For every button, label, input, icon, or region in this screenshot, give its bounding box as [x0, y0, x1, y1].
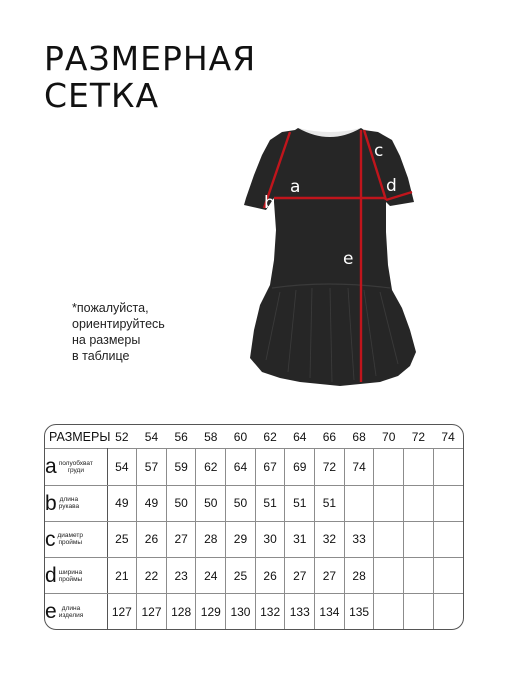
- value-cell: [433, 521, 463, 557]
- note-line-4: в таблице: [72, 349, 130, 363]
- value-cell: 22: [137, 557, 167, 593]
- size-cell: 60: [233, 429, 248, 444]
- value-cell: 21: [107, 557, 137, 593]
- value-cell: 32: [315, 521, 345, 557]
- value-cell: [404, 521, 434, 557]
- size-cell: 68: [352, 429, 366, 444]
- value-cell: [404, 557, 434, 593]
- value-cell: 132: [255, 594, 285, 629]
- value-cell: 29: [226, 521, 256, 557]
- value-cell: 50: [166, 485, 196, 521]
- measurement-row-e: [45, 594, 463, 629]
- row-desc-line-1: диаметр: [57, 532, 83, 540]
- label-c: c: [374, 141, 384, 161]
- value-cell: 24: [196, 557, 226, 593]
- value-cell: 54: [107, 449, 137, 485]
- page-title: [44, 40, 256, 114]
- value-cell: 135: [344, 594, 374, 629]
- row-description: [58, 532, 84, 546]
- row-description: [59, 496, 79, 510]
- size-grid: [45, 425, 463, 629]
- size-cell: 62: [263, 429, 277, 444]
- label-a: a: [290, 177, 301, 197]
- measurement-row-a: [45, 449, 463, 485]
- value-cell: [433, 449, 463, 485]
- size-cell: 54: [144, 429, 159, 444]
- value-cell: 25: [226, 557, 256, 593]
- value-cell: 33: [344, 521, 374, 557]
- size-cell: 72: [411, 429, 426, 444]
- value-cell: [374, 594, 404, 629]
- value-cell: 26: [137, 521, 167, 557]
- row-label-inner: [45, 529, 107, 550]
- value-cell: 57: [137, 449, 167, 485]
- dress-diagram: [240, 120, 430, 390]
- row-desc-line-2: проймы: [58, 539, 83, 547]
- dress-silhouette: [244, 128, 416, 386]
- row-label: [45, 521, 107, 557]
- row-desc-line-2: рукава: [58, 503, 80, 511]
- value-cell: 59: [166, 449, 196, 485]
- value-cell: [374, 521, 404, 557]
- measurement-row-c: [45, 521, 463, 557]
- value-cell: 133: [285, 594, 315, 629]
- value-cell: 62: [196, 449, 226, 485]
- row-letter: b: [45, 491, 57, 515]
- row-label: [45, 485, 107, 521]
- value-cell: 127: [137, 594, 167, 629]
- value-cell: [404, 594, 434, 629]
- value-cell: 130: [226, 594, 256, 629]
- measurement-row-d: [45, 557, 463, 593]
- value-cell: 31: [285, 521, 315, 557]
- sizes-header-label: РАЗМЕРЫ: [49, 429, 111, 444]
- value-cell: 72: [315, 449, 345, 485]
- value-cell: 30: [255, 521, 285, 557]
- value-cell: 28: [344, 557, 374, 593]
- size-cell: 56: [174, 429, 188, 444]
- row-label-inner: [45, 601, 107, 622]
- value-cell: [344, 485, 374, 521]
- value-cell: [433, 557, 463, 593]
- row-label-inner: [45, 493, 107, 514]
- value-cell: 64: [226, 449, 256, 485]
- value-cell: [404, 485, 434, 521]
- row-label: [45, 594, 107, 629]
- value-cell: 49: [107, 485, 137, 521]
- row-label: [45, 557, 107, 593]
- row-desc-line-2: проймы: [58, 575, 83, 583]
- value-cell: [374, 557, 404, 593]
- value-cell: 51: [315, 485, 345, 521]
- value-cell: [433, 485, 463, 521]
- value-cell: 50: [226, 485, 256, 521]
- title-line-2: СЕТКА: [44, 76, 160, 115]
- size-cell: 64: [293, 429, 307, 444]
- value-cell: 51: [255, 485, 285, 521]
- row-desc-line-1: длина: [61, 604, 81, 612]
- row-desc-line-1: ширина: [58, 568, 83, 576]
- value-cell: [433, 594, 463, 629]
- value-cell: 26: [255, 557, 285, 593]
- value-cell: 49: [137, 485, 167, 521]
- row-letter: c: [45, 527, 56, 551]
- size-cell: 52: [115, 429, 129, 444]
- note-line-2: ориентируйтесь: [72, 317, 165, 331]
- label-e: e: [343, 249, 354, 269]
- row-label-inner: [45, 565, 107, 586]
- value-cell: [374, 449, 404, 485]
- value-cell: 50: [196, 485, 226, 521]
- row-desc-line-2: груди: [67, 466, 84, 474]
- size-header-row: [45, 425, 463, 449]
- value-cell: [404, 449, 434, 485]
- value-cell: 25: [107, 521, 137, 557]
- row-label-inner: [45, 456, 107, 477]
- note-line-1: *пожалуйста,: [72, 301, 149, 315]
- size-cell: 70: [382, 429, 396, 444]
- size-cell: 58: [204, 429, 218, 444]
- measurement-row-b: [45, 485, 463, 521]
- row-description: [59, 460, 93, 474]
- value-cell: 28: [196, 521, 226, 557]
- value-cell: 128: [166, 594, 196, 629]
- value-cell: 27: [315, 557, 345, 593]
- value-cell: 51: [285, 485, 315, 521]
- label-b: b: [264, 193, 275, 213]
- label-d: d: [386, 176, 397, 196]
- size-cell: 66: [322, 429, 337, 444]
- row-label: [45, 449, 107, 485]
- row-letter: d: [45, 564, 57, 587]
- size-table: [44, 424, 464, 630]
- row-description: [59, 569, 83, 583]
- value-cell: 134: [315, 594, 345, 629]
- row-desc-line-1: полуобхват: [58, 459, 93, 467]
- size-cell: 74: [441, 429, 455, 444]
- value-cell: 69: [285, 449, 315, 485]
- value-cell: 23: [166, 557, 196, 593]
- value-cell: 129: [196, 594, 226, 629]
- title-line-1: РАЗМЕРНАЯ: [44, 39, 257, 78]
- size-note: [72, 300, 232, 364]
- row-desc-line-2: изделия: [58, 611, 84, 619]
- value-cell: 74: [344, 449, 374, 485]
- value-cell: 127: [107, 594, 137, 629]
- row-description: [59, 605, 84, 619]
- row-desc-line-1: длина: [59, 496, 79, 504]
- row-letter: e: [45, 600, 57, 624]
- value-cell: [374, 485, 404, 521]
- value-cell: 27: [285, 557, 315, 593]
- row-letter: a: [45, 455, 57, 479]
- value-cell: 67: [255, 449, 285, 485]
- note-line-3: на размеры: [72, 333, 141, 347]
- value-cell: 27: [166, 521, 196, 557]
